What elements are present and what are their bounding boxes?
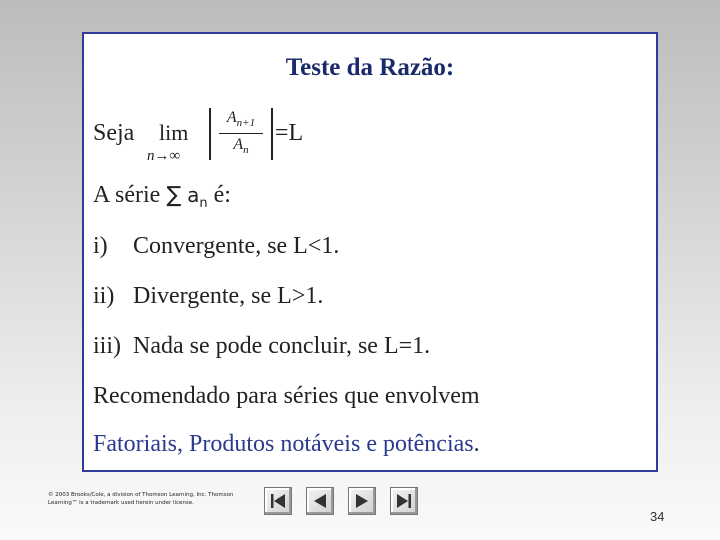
formula-fraction bbox=[209, 108, 273, 160]
previous-slide-icon bbox=[311, 492, 329, 510]
series-line bbox=[93, 182, 231, 211]
last-slide-button[interactable] bbox=[390, 487, 418, 515]
formula-lim: lim bbox=[159, 120, 189, 145]
list-item-text: Convergente, se L<1. bbox=[133, 233, 340, 259]
list-item-text: Nada se pode concluir, se L=1. bbox=[133, 333, 431, 359]
list-item-label: i) bbox=[93, 233, 108, 259]
first-slide-button[interactable] bbox=[264, 487, 292, 515]
next-slide-icon bbox=[353, 492, 371, 510]
formula-lim-sub: n→∞ bbox=[147, 148, 181, 164]
fraction-bar bbox=[219, 133, 263, 134]
series-term: $a_n$ bbox=[187, 183, 208, 211]
list-item-label: ii) bbox=[93, 283, 115, 309]
formula-seja: Seja bbox=[93, 120, 135, 146]
next-slide-button[interactable] bbox=[348, 487, 376, 515]
list-item-text: Divergente, se L>1. bbox=[133, 283, 324, 309]
highlight-period: . bbox=[473, 431, 480, 457]
list-item-label: iii) bbox=[93, 333, 121, 359]
formula-denominator: $A_n$ bbox=[233, 136, 249, 157]
first-slide-icon bbox=[269, 492, 287, 510]
series-prefix: A série bbox=[93, 182, 161, 208]
slide-navigation bbox=[264, 487, 418, 515]
sigma-symbol: ∑ bbox=[166, 183, 182, 208]
list-item bbox=[93, 233, 339, 260]
list-item bbox=[93, 283, 323, 310]
page-number: 34 bbox=[650, 509, 665, 524]
slide-title: Teste da Razão: bbox=[285, 54, 455, 81]
formula-equals: =L bbox=[275, 120, 304, 146]
highlight-text: Fatoriais, Produtos notáveis e potências bbox=[93, 431, 474, 457]
recommendation-text: Recomendado para séries que envolvem bbox=[93, 383, 480, 409]
series-suffix: é: bbox=[213, 182, 231, 208]
formula-numerator: $A_{n+1}$ bbox=[226, 109, 256, 130]
copyright-notice: © 2003 Brooks/Cole, a division of Thomson Learning, Inc. Thomson Learning™ is a trademark used herein under license. bbox=[48, 492, 234, 506]
list-item bbox=[93, 333, 430, 360]
last-slide-icon bbox=[395, 492, 413, 510]
previous-slide-button[interactable] bbox=[306, 487, 334, 515]
slide-panel bbox=[82, 32, 658, 472]
highlight-line bbox=[93, 431, 480, 458]
ratio-formula bbox=[93, 108, 393, 168]
